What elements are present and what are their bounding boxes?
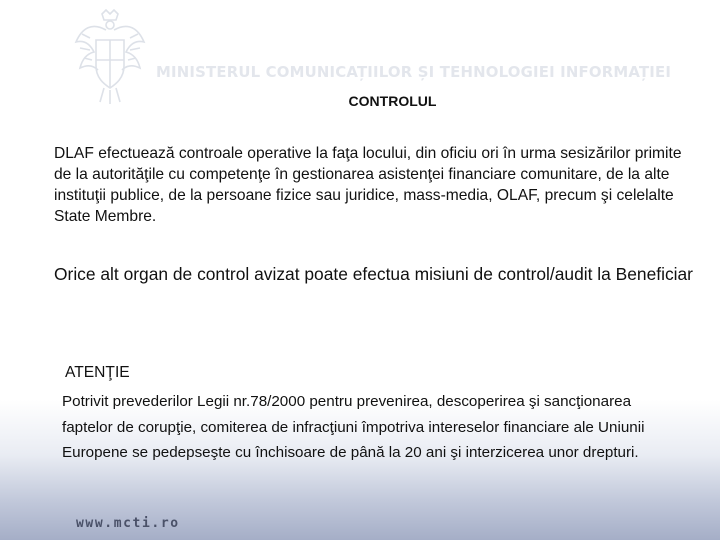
footer-url: www.mcti.ro — [76, 516, 180, 531]
attention-text: Potrivit prevederilor Legii nr.78/2000 pentru prevenirea, descoperirea şi sancţionarea faptelor de corupţie, comiterea de infracţiuni împotriva intereselor financiare ale Uniunii Europene se pedepseşte cu închisoare de până la 20 ani şi interzicerea unor drepturi. — [62, 393, 645, 461]
attention-heading: ATENŢIE — [65, 364, 130, 381]
audit-paragraph: Orice alt organ de control avizat poate efectua misiuni de control/audit la Beneficiar — [54, 264, 693, 284]
slide-title: CONTROLUL — [348, 93, 437, 109]
ministry-header: MINISTERUL COMUNICAȚIILOR ȘI TEHNOLOGIEI INFORMAȚIEI — [156, 63, 672, 81]
control-paragraph: DLAF efectuează controale operative la faţa locului, din oficiu ori în urma sesizărilor primite de la autorităţile cu competenţe în gestionarea asistenţei financiare comunitare, de la alte instituţii publice, de la persoane fizice sau juridice, mass-media, OLAF, precum şi celelalte State Membre. — [54, 145, 682, 225]
